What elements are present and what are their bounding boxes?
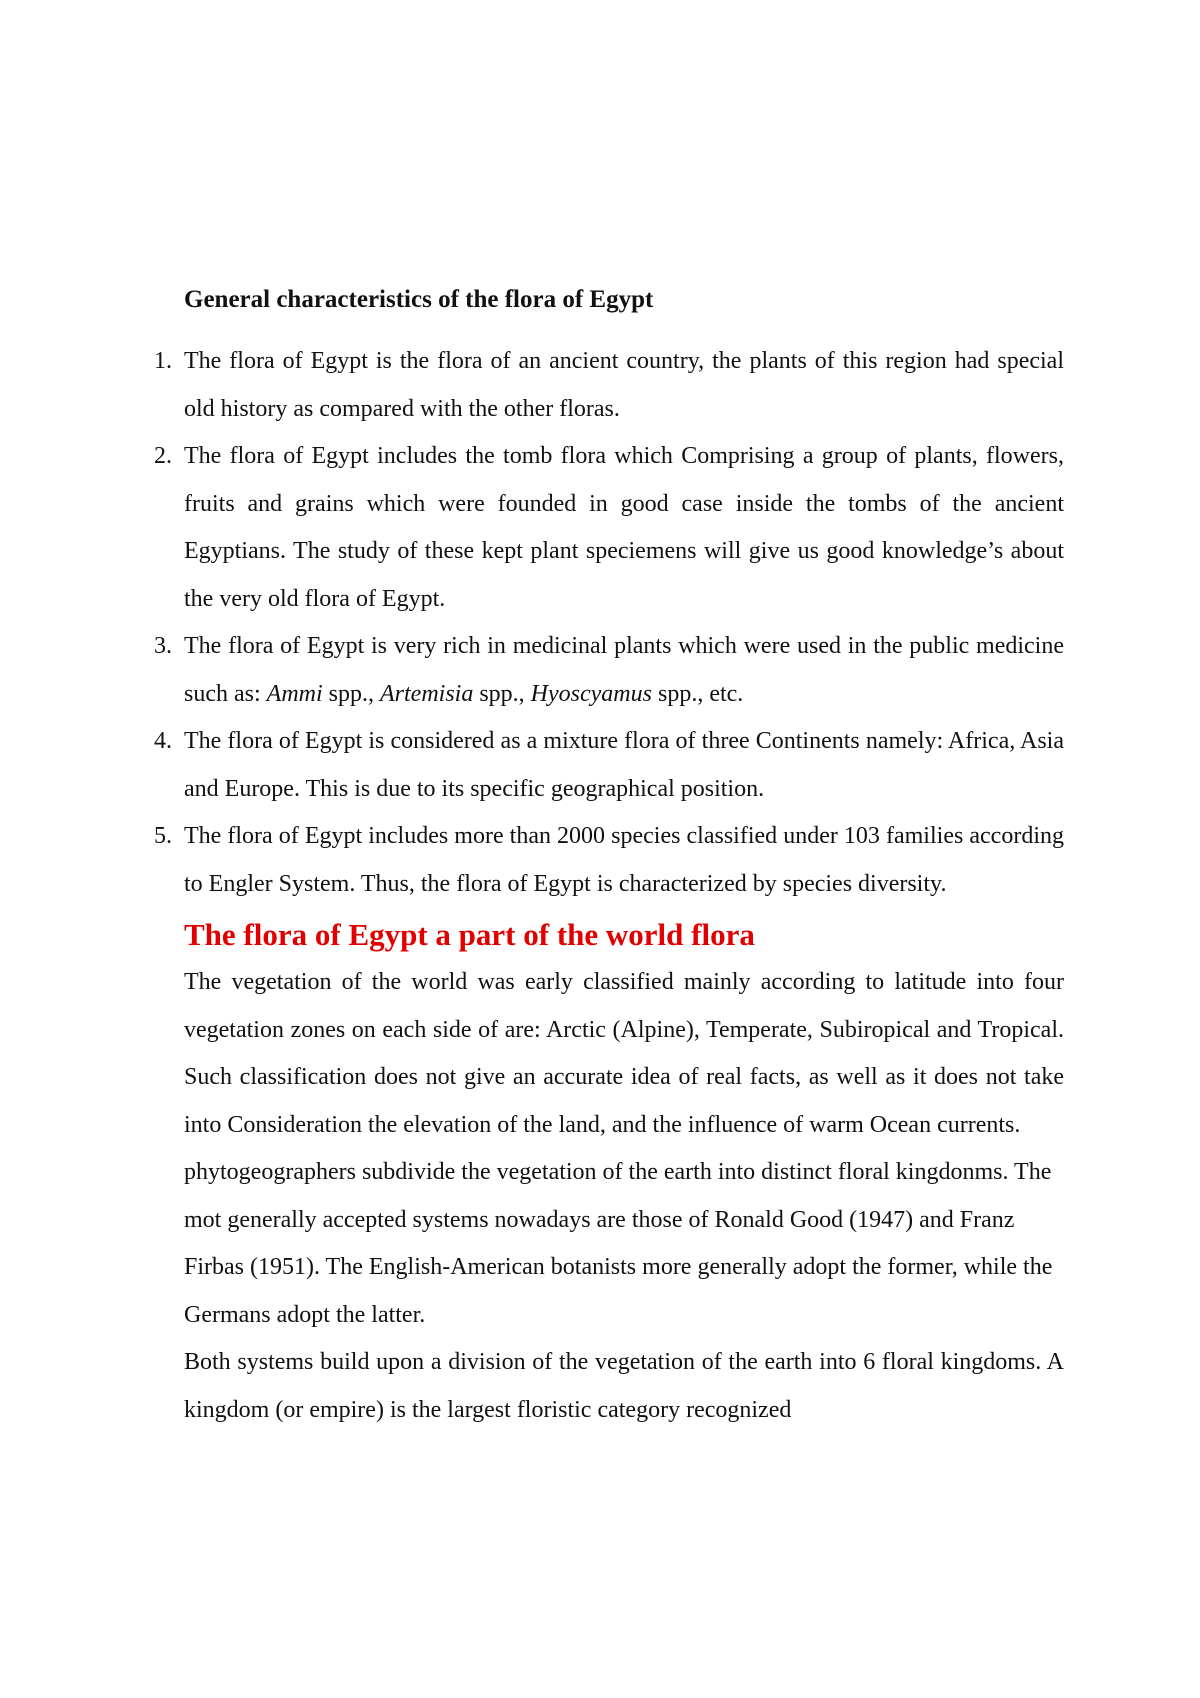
list-item: [154, 623, 1064, 718]
list-item-text: The flora of Egypt is very rich in medicinal plants which were used in the public medicine such as:: [184, 633, 1064, 707]
list-number: 1.: [154, 348, 172, 374]
list-item: [154, 813, 1064, 908]
list-number: 5.: [154, 823, 172, 849]
list-item: [154, 338, 1064, 433]
list-item: [154, 718, 1064, 813]
list-item-text: spp., etc.: [651, 680, 744, 707]
species-name-hyoscyamus: Hyoscyamus: [530, 680, 652, 707]
list-item-text: spp.,: [322, 680, 380, 707]
list-number: 4.: [154, 728, 172, 754]
list-item: [154, 433, 1064, 623]
list-item-text: spp.,: [473, 680, 531, 707]
list-number: 3.: [154, 633, 172, 659]
species-name-ammi: Ammi: [266, 680, 323, 707]
list-number: 2.: [154, 443, 172, 469]
list-item-text: The flora of Egypt includes the tomb flora which Comprising a group of plants, flowers, fruits and grains which were founded in good case inside the tombs of the ancient Egyptians. The study of these kept plant speciemens will give us good knowledge’s about the very old flora of Egypt.: [184, 443, 1064, 612]
paragraph: The vegetation of the world was early classified mainly according to latitude into four vegetation zones on each side of are: Arctic (Alpine), Temperate, Subiropical and Tropical. Such classification does not give an accurate idea of real facts, as well as it does not take into Consideration the elevation of the land, and the influence of warm Ocean currents.: [184, 969, 1064, 1138]
document-body: [154, 285, 1064, 1434]
characteristics-list: [154, 338, 1064, 908]
page-heading: General characteristics of the flora of Egypt: [184, 286, 654, 313]
section-title: The flora of Egypt a part of the world flora: [184, 917, 755, 952]
species-name-artemisia: Artemisia: [380, 680, 474, 707]
paragraph: phytogeographers subdivide the vegetation of the earth into distinct floral kingdonms. The mot generally accepted systems nowadays are those of Ronald Good (1947) and Franz Firbas (1951). The English-American botanists more generally adopt the former, while the Germans adopt the latter.: [184, 1159, 1053, 1328]
list-item-text: The flora of Egypt is considered as a mixture flora of three Continents namely: Africa, Asia and Europe. This is due to its specific geographical position.: [184, 728, 1064, 802]
list-item-text: The flora of Egypt includes more than 2000 species classified under 103 families according to Engler System. Thus, the flora of Egypt is characterized by species diversity.: [184, 823, 1064, 897]
list-item-text: The flora of Egypt is the flora of an ancient country, the plants of this region had special old history as compared with the other floras.: [184, 348, 1064, 422]
paragraph: Both systems build upon a division of the vegetation of the earth into 6 floral kingdoms. A kingdom (or empire) is the largest floristic category recognized: [184, 1349, 1064, 1423]
